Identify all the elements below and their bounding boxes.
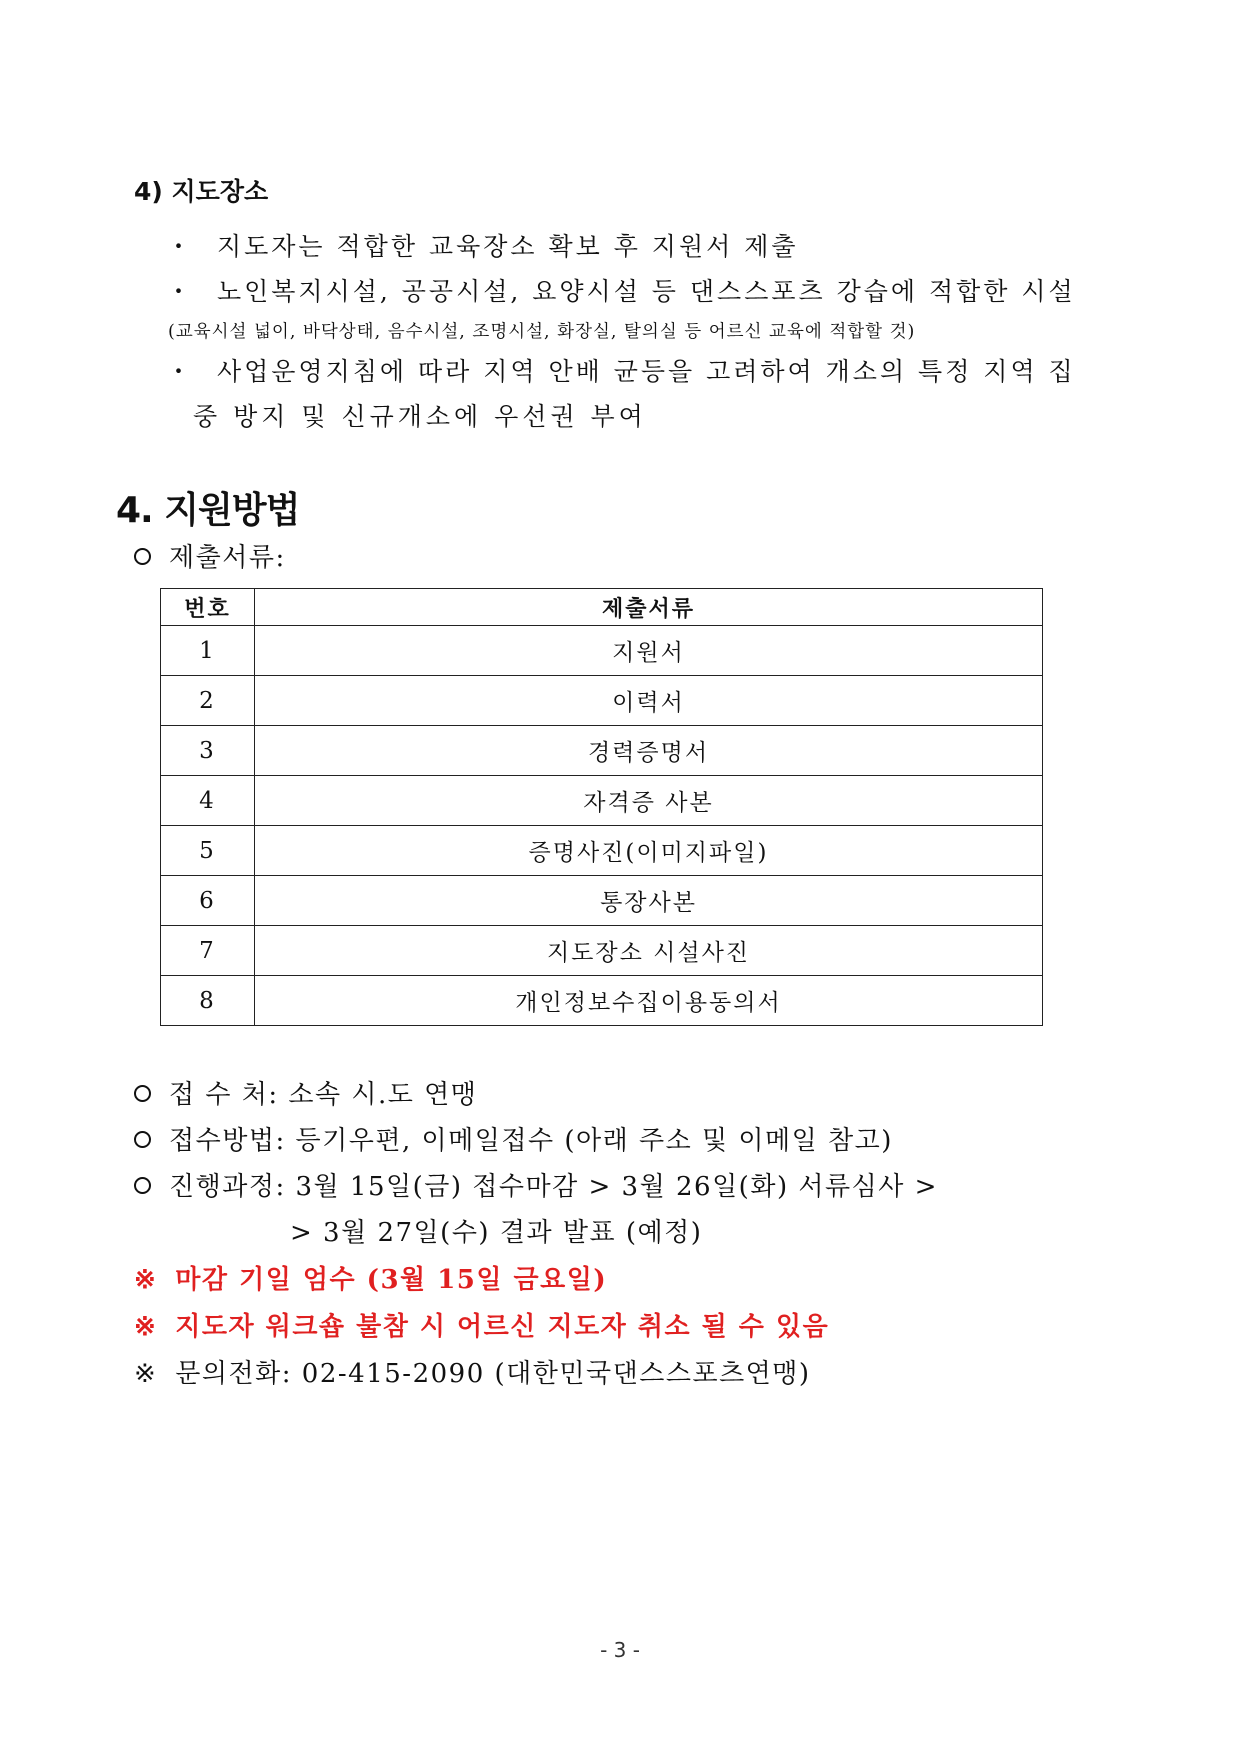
header-number: 번호: [161, 589, 255, 626]
bullet-item: [166, 227, 799, 263]
row-document: 개인정보수집이용동의서: [255, 976, 1043, 1026]
row-document: 지원서: [255, 626, 1043, 676]
process-item: [134, 1166, 938, 1203]
table-row: [161, 926, 1043, 976]
documents-label: 제출서류:: [169, 543, 286, 573]
process-text: 진행과정: 3월 15일(금) 접수마감 > 3월 26일(화) 서류심사 >: [169, 1172, 938, 1202]
table-row: [161, 676, 1043, 726]
bullet-text: 지도자는 적합한 교육장소 확보 후 지원서 제출: [216, 232, 799, 261]
documents-label-item: [134, 537, 286, 574]
row-number: 4: [161, 776, 255, 826]
header-document: 제출서류: [255, 589, 1043, 626]
bullet-text: 노인복지시설, 공공시설, 요양시설 등 댄스스포츠 강습에 적합한 시설: [216, 277, 1076, 306]
reference-mark-icon: ※: [134, 1359, 158, 1389]
reception-item: [134, 1074, 477, 1111]
row-document: 경력증명서: [255, 726, 1043, 776]
row-number: 3: [161, 726, 255, 776]
table-row: [161, 826, 1043, 876]
table-header-row: [161, 589, 1043, 626]
bullet-mark: ・: [166, 357, 195, 386]
contact-text: 문의전화: 02-415-2090 (대한민국댄스스포츠연맹): [175, 1359, 811, 1389]
row-number: 5: [161, 826, 255, 876]
row-document: 증명사진(이미지파일): [255, 826, 1043, 876]
bullet-text: 사업운영지침에 따라 지역 안배 균등을 고려하여 개소의 특정 지역 집: [216, 357, 1076, 386]
circle-bullet-icon: [134, 548, 151, 565]
bullet-mark: ・: [166, 232, 195, 261]
method-item: [134, 1120, 893, 1157]
section-heading: 4. 지원방법: [116, 490, 300, 531]
bullet-continuation: 중 방지 및 신규개소에 우선권 부여: [193, 402, 647, 431]
deadline-text: 마감 기일 엄수 (3월 15일 금요일): [175, 1265, 608, 1295]
circle-bullet-icon: [134, 1085, 151, 1102]
row-number: 2: [161, 676, 255, 726]
reception-text: 접 수 처: 소속 시.도 연맹: [169, 1080, 478, 1110]
row-document: 통장사본: [255, 876, 1043, 926]
reference-mark-icon: ※: [134, 1265, 158, 1295]
deadline-notice: [134, 1259, 607, 1296]
subsection-heading: 4) 지도장소: [134, 177, 269, 206]
table-row: [161, 626, 1043, 676]
bullet-mark: ・: [166, 277, 195, 306]
bullet-item: [166, 352, 1076, 388]
table-row: [161, 726, 1043, 776]
workshop-text: 지도자 워크숍 불참 시 어르신 지도자 취소 될 수 있음: [175, 1312, 830, 1342]
process-continuation: > 3월 27일(수) 결과 발표 (예정): [290, 1218, 703, 1248]
row-document: 지도장소 시설사진: [255, 926, 1043, 976]
workshop-notice: [134, 1306, 829, 1343]
documents-table: [160, 588, 1043, 1026]
table-row: [161, 876, 1043, 926]
method-text: 접수방법: 등기우편, 이메일접수 (아래 주소 및 이메일 참고): [169, 1126, 893, 1156]
row-document: 자격증 사본: [255, 776, 1043, 826]
row-document: 이력서: [255, 676, 1043, 726]
facility-note: (교육시설 넓이, 바닥상태, 음수시설, 조명시설, 화장실, 탈의실 등 어르신 교육에 적합할 것): [168, 322, 916, 342]
table-row: [161, 776, 1043, 826]
circle-bullet-icon: [134, 1131, 151, 1148]
reference-mark-icon: ※: [134, 1312, 158, 1342]
row-number: 1: [161, 626, 255, 676]
table-row: [161, 976, 1043, 1026]
contact-notice: [134, 1353, 811, 1390]
row-number: 6: [161, 876, 255, 926]
page-number: - 3 -: [600, 1638, 640, 1662]
circle-bullet-icon: [134, 1177, 151, 1194]
bullet-item: [166, 272, 1076, 308]
row-number: 8: [161, 976, 255, 1026]
row-number: 7: [161, 926, 255, 976]
